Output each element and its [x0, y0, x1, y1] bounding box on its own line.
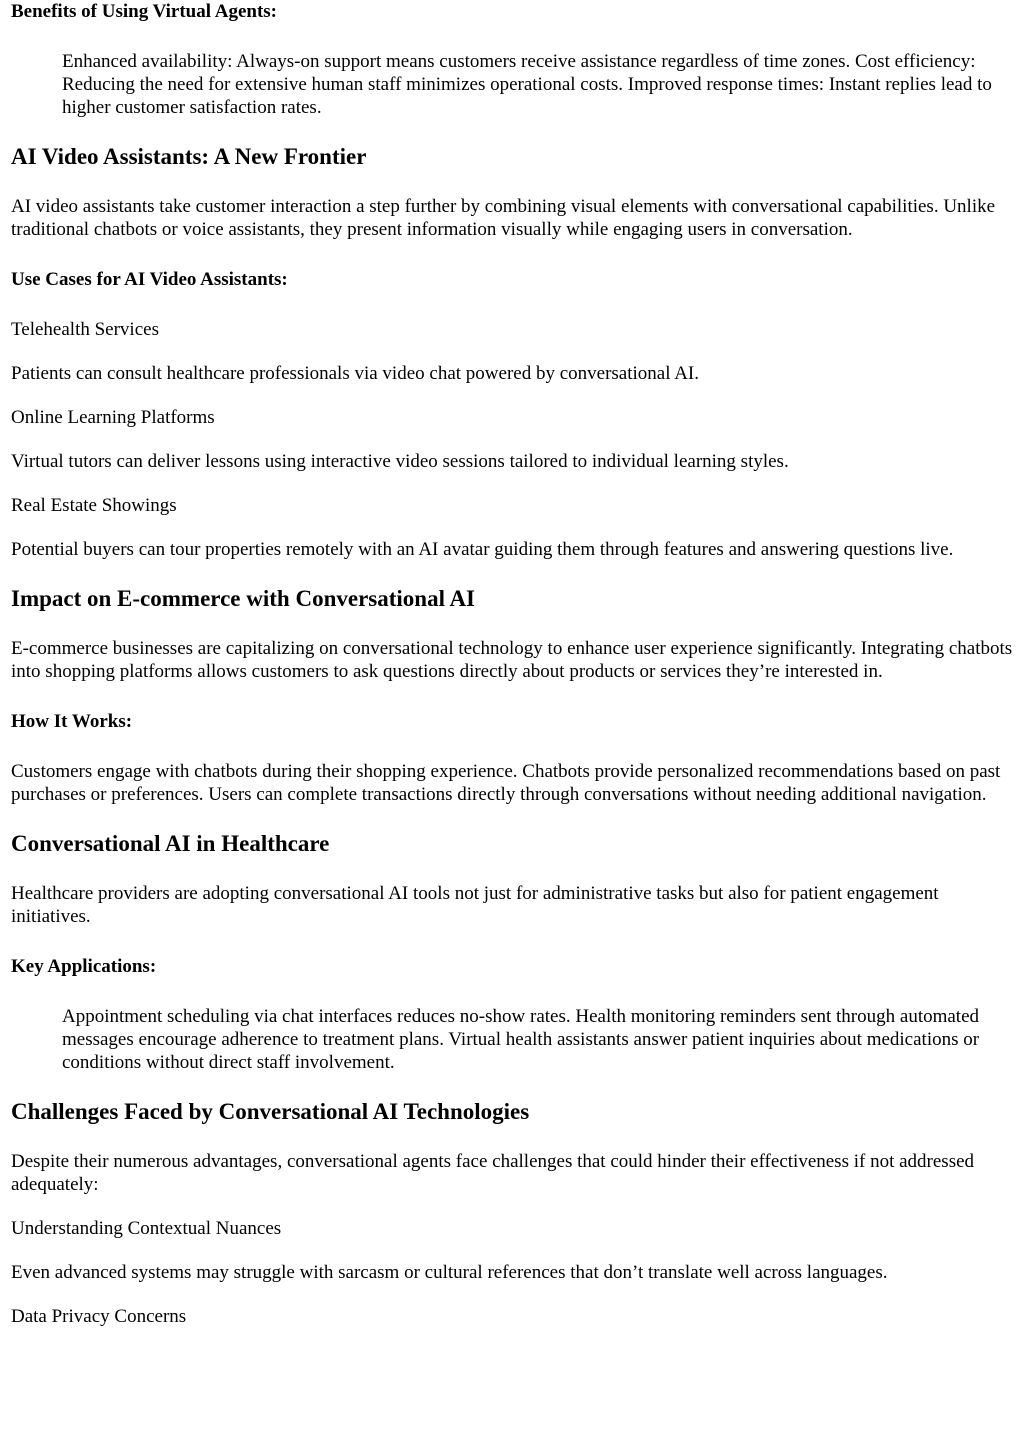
challenge-title: Understanding Contextual Nuances — [11, 1218, 282, 1239]
challenges-heading: Challenges Faced by Conversational AI Technologies — [11, 1099, 530, 1124]
challenge-text: Even advanced systems may struggle with sarcasm or cultural references that don’t translate well across languages. — [11, 1262, 888, 1283]
use-case-title: Real Estate Showings — [11, 495, 177, 516]
key-applications-heading: Key Applications: — [11, 956, 157, 977]
healthcare-heading: Conversational AI in Healthcare — [11, 831, 330, 856]
key-applications-text: Appointment scheduling via chat interfaces reduces no-show rates. Health monitoring reminders sent through automated messages encourage adherence to treatment plans. Virtual health assistants answer patient inquiries about medications or conditions without direct staff involvement. — [62, 1006, 980, 1073]
use-case-title: Online Learning Platforms — [11, 407, 215, 428]
use-case-text: Virtual tutors can deliver lessons using interactive video sessions tailored to individual learning styles. — [11, 451, 789, 472]
video-assistants-intro: AI video assistants take customer interaction a step further by combining visual elements with conversational capabilities. Unlike traditional chatbots or voice assistants, they present information visually while engaging users in conversation. — [11, 196, 996, 240]
benefits-quote-text: Enhanced availability: Always-on support means customers receive assistance regardless of time zones. Cost efficiency: Reducing the need for extensive human staff minimizes operational costs. Improved response times: Instant replies lead to higher customer satisfaction rates. — [62, 51, 992, 118]
healthcare-intro: Healthcare providers are adopting conversational AI tools not just for administrative tasks but also for patient engagement initiatives. — [11, 883, 939, 927]
use-case-title: Telehealth Services — [11, 319, 159, 340]
use-case-text: Potential buyers can tour properties remotely with an AI avatar guiding them through features and answering questions live. — [11, 539, 954, 560]
key-applications-quote — [62, 1005, 1013, 1074]
challenges-intro: Despite their numerous advantages, conversational agents face challenges that could hinder their effectiveness if not addressed adequately: — [11, 1151, 975, 1195]
video-assistants-heading: AI Video Assistants: A New Frontier — [11, 144, 367, 169]
use-case-text: Patients can consult healthcare professionals via video chat powered by conversational AI. — [11, 363, 699, 384]
article-page — [11, 0, 1013, 1328]
benefits-quote — [62, 50, 1013, 119]
ecommerce-intro: E-commerce businesses are capitalizing on conversational technology to enhance user experience significantly. Integrating chatbots into shopping platforms allows customers to ask questions directly about products or services they’re interested in. — [11, 638, 1013, 682]
benefits-heading: Benefits of Using Virtual Agents: — [11, 1, 277, 22]
challenge-title: Data Privacy Concerns — [11, 1306, 187, 1327]
how-it-works-text: Customers engage with chatbots during their shopping experience. Chatbots provide personalized recommendations based on past purchases or preferences. Users can complete transactions directly through conversations without needing additional navigation. — [11, 761, 1001, 805]
ecommerce-heading: Impact on E-commerce with Conversational AI — [11, 586, 475, 611]
how-it-works-heading: How It Works: — [11, 711, 133, 732]
use-cases-heading: Use Cases for AI Video Assistants: — [11, 269, 288, 290]
